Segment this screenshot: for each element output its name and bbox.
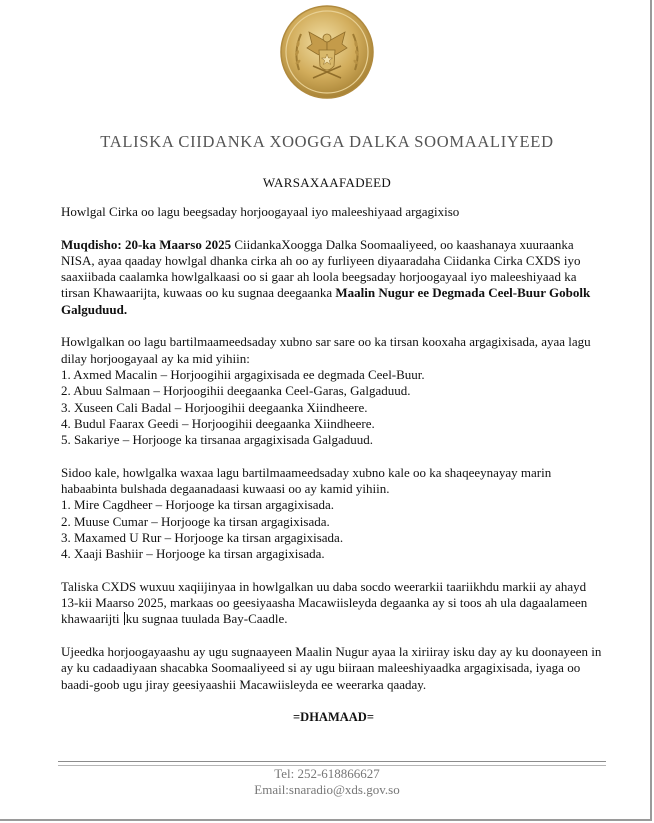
- paragraph-purpose: Ujeedka horjoogayaashu ay ugu sugnaayeen Maalin Nugur ayaa la xiriiray isku day ay ku doonayeen in ay ku cadaadiyaan shacabka Soomaaliyeed si ay ugu biiraan maleeshiyaadka argagixisada, iyaga oo baadi-goob ugu jiray geesiyaashii Macawiisleyda ee weerarka qaaday.: [61, 644, 602, 692]
- organization-title: TALISKA CIIDANKA XOOGGA DALKA SOOMAALIYEED: [100, 132, 554, 151]
- list-item: 3. Xuseen Cali Badal – Horjoogihii deegaanka Xiindheere.: [61, 399, 368, 415]
- paragraph-text: ku sugnaa tuulada Bay-Caadle.: [125, 611, 288, 627]
- list-item: 1. Mire Cagdheer – Horjooge ka tirsan argagixisada.: [61, 497, 335, 513]
- list-item: 4. Xaaji Bashiir – Horjooge ka tirsan argagixisada.: [61, 546, 325, 562]
- paragraph-text: Howlgalkan oo lagu bartilmaameedsaday xubno sar sare oo ka tirsan kooxaha argagixisada, ayaa lagu dilay horjoogayaal ay ka mid yihiin:: [61, 334, 591, 366]
- list-item: 3. Maxamed U Rur – Horjooge ka tirsan argagixisada.: [61, 529, 344, 545]
- armed-forces-emblem-icon: [279, 4, 375, 100]
- end-mark: =DHAMAAD=: [293, 710, 374, 725]
- paragraph-members: [61, 465, 606, 563]
- lead-text: CiidankaXoogga Dalka Soomaaliyeed, oo kaashanaya xuuraanka NISA, ayaa qaaday howlgal dhanka cirka ah oo ay furliyeen diyaaradaha Ciidanka Cirka CXDS iyo saaxiibada caalamka howlgalkaasi oo si gaar ah loola beegsaday horjoogayaal iyo maleeshiyaad ka tirsan Khawaarijta, kuwaas oo ku sugnaa deegaanka: [61, 236, 581, 301]
- paragraph-text: Sidoo kale, howlgalka waxaa lagu bartilmaameedsaday xubno kale oo ka shaqeeynayay marin habaabinta bulshada degaanadaasi kuwaasi oo ay kamid yihiin.: [61, 464, 552, 497]
- paragraph-leaders: [61, 334, 606, 448]
- footer-phone: Tel: 252-618866627: [274, 766, 380, 781]
- headline: Howlgal Cirka oo lagu beegsaday horjoogayaal iyo maleeshiyaad argagixiso: [61, 204, 460, 219]
- list-item: 5. Sakariye – Horjooge ka tirsanaa argagixisada Galgaduud.: [61, 432, 374, 448]
- list-item: 1. Axmed Macalin – Horjoogihii argagixisada ee degmada Ceel-Buur.: [61, 366, 425, 382]
- press-release-body: [61, 204, 606, 726]
- paragraph-text: Taliska CXDS wuxuu xaqiijinyaa in howlgalkan uu daba socdo weerarkii taariikhdu markii ay ahayd 13-kii Maarso 2025, markaas oo geesiyaasha Macawiisleyda degaanka ay si toos ah ula dagaalameen khawaarijti: [61, 578, 588, 627]
- list-item: 2. Abuu Salmaan – Horjoogihii deegaanka Ceel-Garas, Galgaduud.: [61, 383, 411, 399]
- footer-email: Email:snaradio@xds.gov.so: [254, 782, 400, 797]
- members-list: [61, 497, 606, 562]
- list-item: 2. Muuse Cumar – Horjooge ka tirsan argagixisada.: [61, 513, 330, 529]
- lead-paragraph: [61, 237, 606, 318]
- lead-location: Maalin Nugur ee Degmada Ceel-Buur Gobolk Galguduud.: [61, 285, 591, 317]
- dateline: Muqdisho: 20-ka Maarso 2025: [61, 236, 232, 252]
- document-type-heading: WARSAXAAFADEED: [262, 175, 392, 190]
- leaders-list: [61, 367, 606, 448]
- text-cursor: [124, 612, 125, 625]
- footer: [0, 766, 654, 798]
- paragraph-confirmation: [61, 579, 606, 628]
- list-item: 4. Budul Faarax Geedi – Horjoogihii deegaanka Xiindheere.: [61, 415, 375, 431]
